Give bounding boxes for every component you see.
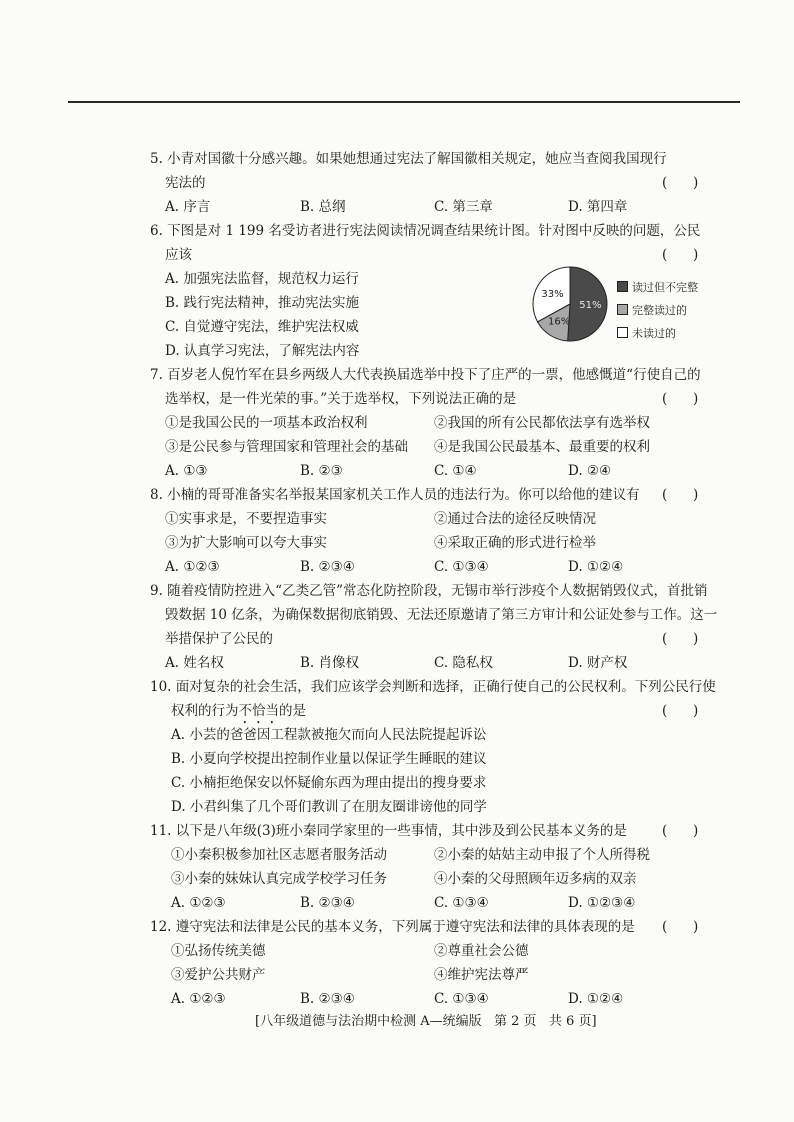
q11-option-b: B. ②③④ — [300, 895, 355, 911]
q10-stem-pre: 权利的行为 — [171, 703, 239, 719]
legend-swatch — [617, 304, 628, 315]
q11-stem-line1: 11. 以下是八年级(3)班小秦同学家里的一些事情，其中涉及到公民基本义务的是 — [150, 823, 627, 839]
q8-statement-2: ②通过合法的途径反映情况 — [434, 511, 596, 527]
q6-option-d: D. 认真学习宪法，了解宪法内容 — [165, 343, 360, 359]
q12-statement-1: ①弘扬传统美德 — [171, 943, 266, 959]
q8-statement-3: ③为扩大影响可以夸大事实 — [165, 535, 327, 551]
q12-stem-line1: 12. 遵守宪法和法律是公民的基本义务，下列属于遵守宪法和法律的具体表现的是 — [150, 919, 635, 935]
q11-option-c: C. ①③④ — [434, 895, 489, 911]
q7-statement-1: ①是我国公民的一项基本政治权利 — [165, 415, 368, 431]
q9-option-b: B. 肖像权 — [300, 655, 360, 671]
legend-item-read-incomplete — [617, 281, 698, 295]
top-divider — [68, 101, 740, 103]
q9-option-c: C. 隐私权 — [434, 655, 493, 671]
q5-option-b: B. 总纲 — [300, 199, 346, 215]
q6-answer-paren: ( ) — [662, 247, 699, 263]
q10-option-b: B. 小夏向学校提出控制作业量以保证学生睡眠的建议 — [171, 751, 487, 767]
legend-item-read-complete — [617, 304, 687, 318]
q8-statement-4: ④采取正确的形式进行检举 — [434, 535, 596, 551]
q10-answer-paren: ( ) — [662, 703, 699, 719]
q12-option-b: B. ②③④ — [300, 991, 355, 1007]
q12-statement-2: ②尊重社会公德 — [434, 943, 529, 959]
pie-label-read-complete: 16% — [547, 316, 571, 328]
q12-answer-paren: ( ) — [662, 919, 699, 935]
q6-option-b: B. 践行宪法精神，推动宪法实施 — [165, 295, 360, 311]
q12-option-a: A. ①②③ — [171, 991, 226, 1007]
q11-statement-4: ④小秦的父母照顾年迈多病的双亲 — [434, 871, 637, 887]
q9-stem-line2: 毁数据 10 亿条，为确保数据彻底销毁、无法还原邀请了第三方审计和公证处参与工作。这一 — [165, 607, 718, 623]
q10-stem-line2 — [171, 702, 306, 727]
q10-option-c: C. 小楠拒绝保安以怀疑偷东西为理由提出的搜身要求 — [171, 775, 487, 791]
q5-stem-line2: 宪法的 — [165, 175, 206, 191]
q12-statement-3: ③爱护公共财产 — [171, 967, 266, 983]
q12-option-c: C. ①③④ — [434, 991, 489, 1007]
q8-statement-1: ①实事求是，不要捏造事实 — [165, 511, 327, 527]
q8-option-b: B. ②③④ — [300, 559, 355, 575]
legend-swatch — [617, 281, 628, 292]
q10-stem-line1: 10. 面对复杂的社会生活，我们应该学会判断和选择，正确行使自己的公民权利。下列公民行使 — [150, 679, 716, 695]
q7-option-d: D. ②④ — [568, 463, 612, 479]
q8-option-a: A. ①②③ — [165, 559, 220, 575]
q11-answer-paren: ( ) — [662, 823, 699, 839]
q12-statement-4: ④维护宪法尊严 — [434, 967, 529, 983]
q9-option-d: D. 财产权 — [568, 655, 628, 671]
q11-option-a: A. ①②③ — [171, 895, 226, 911]
q7-statement-2: ②我国的所有公民都依法享有选举权 — [434, 415, 650, 431]
q8-option-c: C. ①③④ — [434, 559, 489, 575]
q9-answer-paren: ( ) — [662, 631, 699, 647]
q9-stem-line3: 举措保护了公民的 — [165, 631, 273, 647]
q7-answer-paren: ( ) — [662, 391, 699, 407]
q7-statement-4: ④是我国公民最基本、最重要的权利 — [434, 439, 650, 455]
legend-label: 完整读过的 — [632, 304, 687, 317]
q5-option-a: A. 序言 — [165, 199, 211, 215]
q6-option-a: A. 加强宪法监督，规范权力运行 — [165, 271, 359, 287]
pie-label-not-read: 33% — [541, 289, 564, 301]
q7-option-a: A. ①③ — [165, 463, 208, 479]
q5-stem-line1: 5. 小青对国徽十分感兴趣。如果她想通过宪法了解国徽相关规定，她应当查阅我国现行 — [150, 151, 667, 167]
q9-stem-line1: 9. 随着疫情防控进入“乙类乙管”常态化防控阶段，无锡市举行涉疫个人数据销毁仪式，首批销 — [150, 583, 708, 599]
q11-statement-1: ①小秦积极参加社区志愿者服务活动 — [171, 847, 387, 863]
q5-answer-paren: ( ) — [662, 175, 699, 191]
q7-stem-line2: 选举权，是一件光荣的事。”关于选举权，下列说法正确的是 — [165, 391, 517, 407]
q8-answer-paren: ( ) — [662, 487, 699, 503]
q7-option-b: B. ②③ — [300, 463, 343, 479]
q11-statement-3: ③小秦的妹妹认真完成学校学习任务 — [171, 871, 387, 887]
q9-option-a: A. 姓名权 — [165, 655, 224, 671]
pie-chart — [530, 264, 610, 344]
q6-stem-line2: 应该 — [165, 247, 192, 263]
q5-option-d: D. 第四章 — [568, 199, 628, 215]
q7-option-c: C. ①④ — [434, 463, 477, 479]
legend-item-not-read — [617, 327, 676, 341]
q5-option-c: C. 第三章 — [434, 199, 493, 215]
q6-option-c: C. 自觉遵守宪法，维护宪法权威 — [165, 319, 359, 335]
q10-emphasis-text: 不恰当 — [238, 703, 279, 719]
q7-stem-line1: 7. 百岁老人倪竹军在县乡两级人大代表换届选举中投下了庄严的一票，他感慨道“行使自己的 — [150, 367, 701, 383]
q12-option-d: D. ①②④ — [568, 991, 624, 1007]
q6-stem-line1: 6. 下图是对 1 199 名受访者进行宪法阅读情况调查结果统计图。针对图中反映的问题，公民 — [150, 223, 701, 239]
legend-label: 未读过的 — [632, 327, 676, 340]
page-footer: [八年级道德与法治期中检测 A—统编版 第 2 页 共 6 页] — [255, 1014, 597, 1029]
q11-statement-2: ②小秦的姑姑主动申报了个人所得税 — [434, 847, 650, 863]
q10-stem-post: 的是 — [279, 703, 306, 719]
legend-label: 读过但不完整 — [632, 281, 698, 294]
q7-statement-3: ③是公民参与管理国家和管理社会的基础 — [165, 439, 408, 455]
q10-option-a: A. 小芸的爸爸因工程款被拖欠而向人民法院提起诉讼 — [171, 727, 487, 743]
q10-option-d: D. 小君纠集了几个哥们教训了在朋友圈诽谤他的同学 — [171, 799, 487, 815]
q8-option-d: D. ①②④ — [568, 559, 624, 575]
pie-label-read-incomplete: 51% — [579, 300, 602, 312]
legend-swatch — [617, 327, 628, 338]
q8-stem-line1: 8. 小楠的哥哥准备实名举报某国家机关工作人员的违法行为。你可以给他的建议有 — [150, 487, 640, 503]
q11-option-d: D. ①②③④ — [568, 895, 636, 911]
